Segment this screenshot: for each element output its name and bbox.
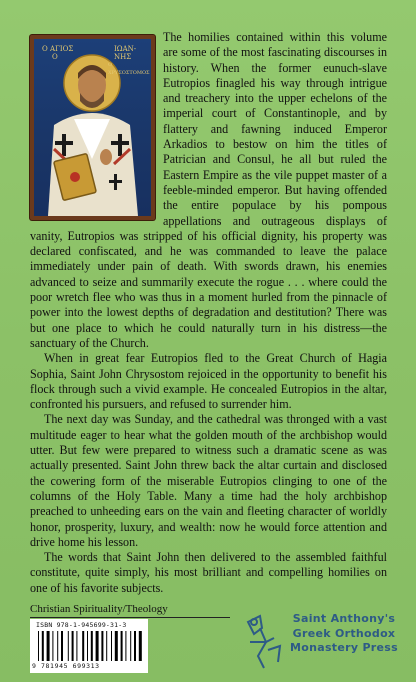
icon-label-left-line1: Ο ΑΓΙΟΣ xyxy=(42,45,74,53)
barcode-digits: 9 781945 699313 xyxy=(32,662,100,670)
icon-float-spacer xyxy=(30,30,162,226)
isbn-text: ISBN 978-1-945699-31-3 xyxy=(36,621,127,629)
paragraph-2: When in great fear Eutropios fled to the Great Church of Hagia Sophia, Saint John Chrysostom rejoiced in the opportunity to benefit his flock through such a vivid example. He concealed Eutropios in the altar, confronted his pursuers, and refused to surrender him. xyxy=(30,351,387,412)
icon-label-right-line2: ΝΗΣ xyxy=(114,53,132,61)
category-label: Christian Spirituality/Theology xyxy=(30,603,168,615)
footer-divider xyxy=(30,617,230,618)
publisher-line3: Monastery Press xyxy=(290,641,398,654)
icon-label-right-line3: Ο ΧΡΥΣΟΣΤΟΜΟΣ xyxy=(108,62,150,76)
publisher-line1: Saint Anthony's xyxy=(292,612,396,625)
publisher-name xyxy=(289,612,399,656)
paragraph-3: The next day was Sunday, and the cathedral was thronged with a vast multitude eager to hear what the golden mouth of the archbishop would utter. But few were prepared to witness such a dramatic scene as was actually presented. Saint John threw back the altar curtain and disclosed the cowering form of the miserable Eutropios clinging to one of the columns of the Holy Table. Many a time had the holy archbishop preached to unheeding ears on the vain and fleeting character of worldly honor, prosperity, luxury, and wealth: now he would force attention and drive home his lesson. xyxy=(30,412,387,549)
barcode-bars xyxy=(38,631,142,661)
icon-label-left-line2: Ο xyxy=(52,53,58,61)
icon-label-right-line1: ΙΩΑΝ- xyxy=(114,45,137,53)
publisher-line2: Greek Orthodox xyxy=(292,626,396,640)
description-text xyxy=(30,30,387,596)
barcode xyxy=(30,619,148,673)
paragraph-1: The homilies contained within this volume are some of the most fascinating discourses in history. When the former eunuch-slave Eutropios finagled his way through intrigue and treachery into the upper echelons of the imperial court of Constantinople, and by flattery and fawning induced Emperor Arkadios to bestow on him the titles of Patrician and Consul, he all but ruled the Eastern Empire as the vile puppet master of a feeble-minded emperor. But having offended the entire populace by his pompous appellations and outrageous displays of vanity, Eutropios was stripped of his official dignity, his property was declared confiscated, and he was commanded to leave the palace immediately under pain of death. With swords drawn, his enemies advanced to seize and summarily execute the rogue . . . where could the poor wretch flee who was thus in a moment hurled from the pinnacle of power into the lowest depths of degradation and destitution? There was but one place to which he could naturally turn in his distress—the sanctuary of the Church. xyxy=(30,30,387,350)
paragraph-4: The words that Saint John then delivered to the assembled faithful constitute, quite simply, his most brilliant and compelling homilies on one of his favorite subjects. xyxy=(30,550,387,595)
publisher-logo-icon xyxy=(240,612,288,672)
